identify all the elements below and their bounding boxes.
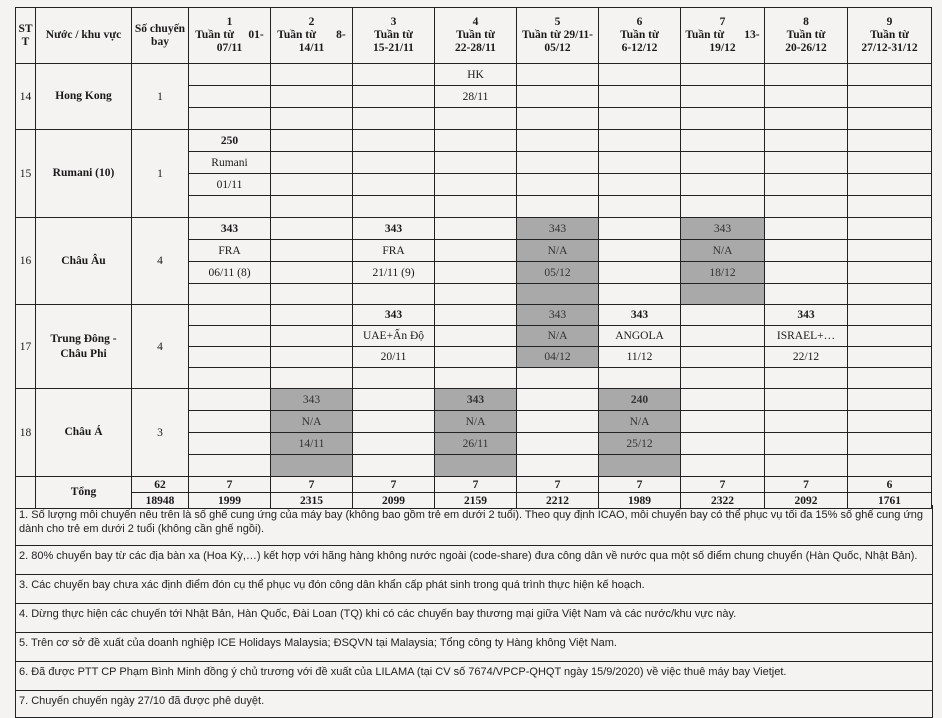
- cell-value: 343: [271, 389, 353, 411]
- cell-value: 343: [189, 218, 271, 240]
- cell-value: 14/11: [271, 433, 353, 455]
- week-flights: 7: [435, 477, 517, 493]
- header-week-2: 2 Tuần từ 8- 14/11: [271, 8, 353, 64]
- week-flights: 7: [271, 477, 353, 493]
- header-row: [16, 8, 932, 64]
- cell-value: 343: [435, 389, 517, 411]
- notes-section: [15, 505, 933, 718]
- cell-value: 22/12: [765, 347, 848, 368]
- row-country: Châu Á: [36, 389, 132, 477]
- total-row: [16, 477, 932, 493]
- cell-value: UAE+Ấn Độ: [353, 326, 435, 347]
- note-5: 5. Trên cơ sở đề xuất của doanh nghiệp ICE Holidays Malaysia; ĐSQVN tại Malaysia; Tổng công ty Hàng không Việt Nam.: [16, 633, 932, 662]
- cell-value: 343: [353, 218, 435, 240]
- cell-value: 343: [681, 218, 765, 240]
- cell-value: 04/12: [517, 347, 599, 368]
- row-country: Rumani (10): [36, 130, 132, 218]
- cell-value: 21/11 (9): [353, 262, 435, 284]
- total-flights: 62: [132, 477, 189, 493]
- header-week-6: 6 Tuần từ 6-12/12: [599, 8, 681, 64]
- cell-value: FRA: [189, 240, 271, 262]
- cell-value: 250: [189, 130, 271, 152]
- cell-value: 240: [599, 389, 681, 411]
- week-seats: 2099: [353, 493, 435, 509]
- cell-value: 343: [517, 218, 599, 240]
- cell-value: 06/11 (8): [189, 262, 271, 284]
- row-flights: 4: [132, 305, 189, 389]
- note-4: 4. Dừng thực hiện các chuyến tới Nhật Bản, Hàn Quốc, Đài Loan (TQ) khi có các chuyến bay thương mại giữa Việt Nam và các nước/khu vực này.: [16, 604, 932, 633]
- week-seats: 1989: [599, 493, 681, 509]
- note-7: 7. Chuyến chuyến ngày 27/10 đã được phê duyệt.: [19, 695, 265, 707]
- cell-value: 28/11: [435, 86, 517, 108]
- header-week-5: 5 Tuần từ 29/11- 05/12: [517, 8, 599, 64]
- cell-value: N/A: [599, 411, 681, 433]
- cell-value: 01/11: [189, 174, 271, 196]
- week-seats: 1761: [848, 493, 932, 509]
- cell-value: N/A: [271, 411, 353, 433]
- week-seats: 2315: [271, 493, 353, 509]
- row-flights: 1: [132, 64, 189, 130]
- week-flights: 7: [599, 477, 681, 493]
- week-flights: 7: [353, 477, 435, 493]
- week-flights: 7: [681, 477, 765, 493]
- cell-value: N/A: [435, 411, 517, 433]
- cell-value: HK: [435, 64, 517, 86]
- table-row: [16, 64, 932, 86]
- week-seats: 2322: [681, 493, 765, 509]
- cell-value: 343: [765, 305, 848, 326]
- row-stt: 15: [16, 130, 36, 218]
- total-label: Tổng: [36, 477, 132, 509]
- cell-value: 18/12: [681, 262, 765, 284]
- week-flights: 6: [848, 477, 932, 493]
- header-week-4: 4 Tuần từ 22-28/11: [435, 8, 517, 64]
- row-country: Châu Âu: [36, 218, 132, 305]
- cell-value: 20/11: [353, 347, 435, 368]
- week-flights: 7: [189, 477, 271, 493]
- week-seats: 2212: [517, 493, 599, 509]
- row-stt: 16: [16, 218, 36, 305]
- cell-value: ISRAEL+…: [765, 326, 848, 347]
- row-stt: 17: [16, 305, 36, 389]
- cell-value: 25/12: [599, 433, 681, 455]
- week-flights: 7: [765, 477, 848, 493]
- header-flights: Số chuyến bay: [132, 8, 189, 64]
- cell-value: 343: [517, 305, 599, 326]
- cell-value: 26/11: [435, 433, 517, 455]
- cell-value: 343: [599, 305, 681, 326]
- week-seats: 2092: [765, 493, 848, 509]
- cell-value: 05/12: [517, 262, 599, 284]
- cell-value: Rumani: [189, 152, 271, 174]
- row-flights: 1: [132, 130, 189, 218]
- header-week-8: 8 Tuần từ 20-26/12: [765, 8, 848, 64]
- cell-value: FRA: [353, 240, 435, 262]
- header-week-3: 3 Tuần từ 15-21/11: [353, 8, 435, 64]
- cell-value: N/A: [517, 240, 599, 262]
- header-country: Nước / khu vực: [36, 8, 132, 64]
- note-1: 1. Số lượng mỗi chuyến nêu trên là số ghế cung ứng của máy bay (không bao gồm trẻ em dưới 2 tuổi). Theo quy định ICAO, mỗi chuyến bay có thể phục vụ tối đa 15% số ghế cung ứng dành cho trẻ em dưới 2 tuổi (không cần ghế ngồi).: [16, 505, 932, 546]
- row-stt: 14: [16, 64, 36, 130]
- total-seats: 18948: [132, 493, 189, 509]
- table-row: [16, 389, 932, 411]
- row-country: Trung Đông - Châu Phi: [36, 305, 132, 389]
- row-flights: 4: [132, 218, 189, 305]
- table-row: [16, 305, 932, 326]
- table-row: [16, 130, 932, 152]
- header-stt: ST T: [16, 8, 36, 64]
- note-3: 3. Các chuyến bay chưa xác định điểm đón cụ thể phục vụ đón công dân khẩn cấp phát sinh trong quá trình thực hiện kế hoạch.: [16, 575, 932, 604]
- row-stt: 18: [16, 389, 36, 477]
- cell-value: 343: [353, 305, 435, 326]
- note-6: 6. Đã được PTT CP Phạm Bình Minh đồng ý chủ trương với đề xuất của LILAMA (tại CV số 7674/VPCP-QHQT ngày 15/9/2020) về việc thuê máy bay Vietjet.: [16, 662, 932, 691]
- row-flights: 3: [132, 389, 189, 477]
- table-row: [16, 218, 932, 240]
- flight-schedule-table: [15, 7, 932, 509]
- week-flights: 7: [517, 477, 599, 493]
- cell-value: N/A: [517, 326, 599, 347]
- header-week-9: 9 Tuần từ 27/12-31/12: [848, 8, 932, 64]
- week-seats: 2159: [435, 493, 517, 509]
- cell-value: N/A: [681, 240, 765, 262]
- row-country: Hong Kong: [36, 64, 132, 130]
- header-week-7: 7 Tuần từ 13- 19/12: [681, 8, 765, 64]
- week-seats: 1999: [189, 493, 271, 509]
- header-week-1: 1 Tuần từ 01- 07/11: [189, 8, 271, 64]
- note-2: 2. 80% chuyến bay từ các địa bàn xa (Hoa Kỳ,…) kết hợp với hãng hàng không nước ngoài (code-share) đưa công dân về nước qua một số điểm chung chuyển (Hàn Quốc, Nhật Bản).: [16, 546, 932, 575]
- cell-value: 11/12: [599, 347, 681, 368]
- cell-value: ANGOLA: [599, 326, 681, 347]
